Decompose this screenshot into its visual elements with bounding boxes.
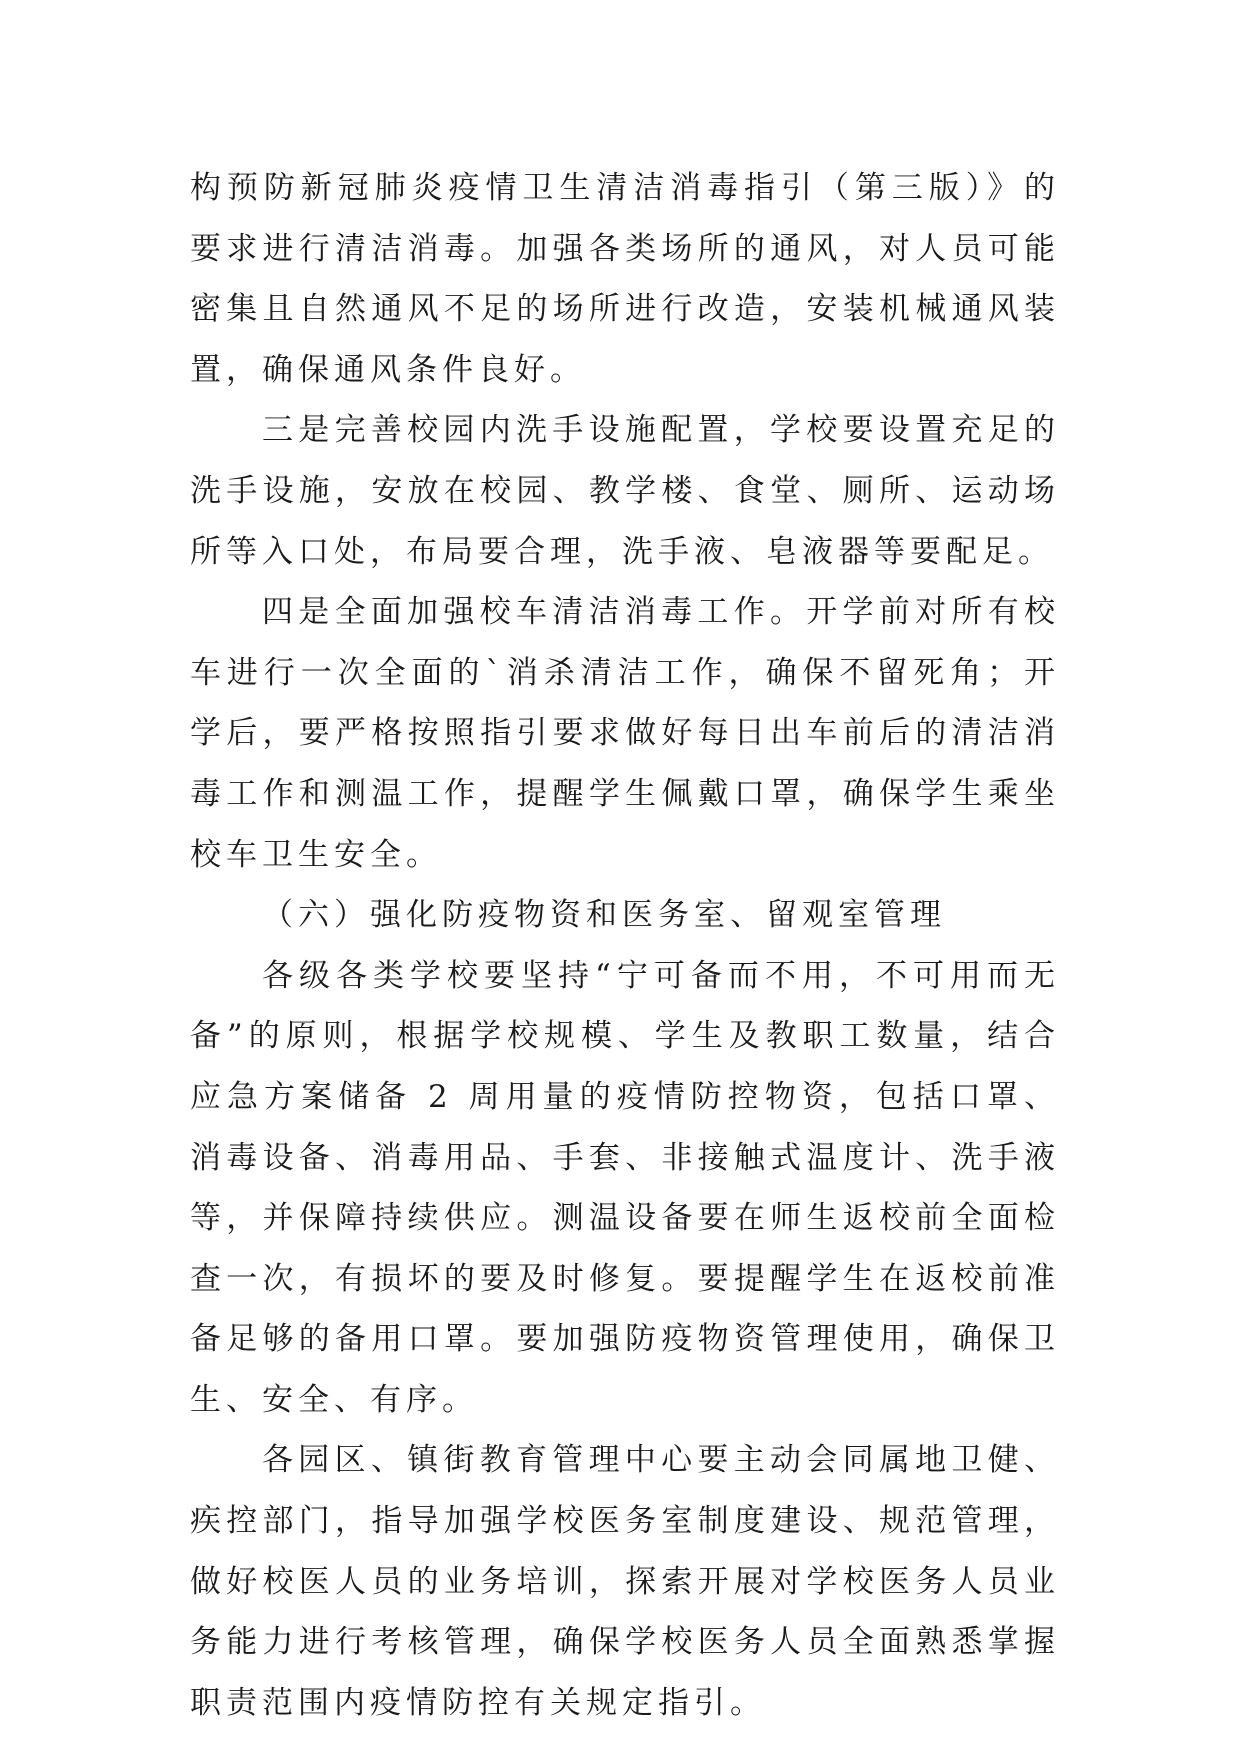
text-line: 进行清洁消毒。加强各类场所的通风，对人员可能密集且自	[190, 230, 1061, 328]
document-page	[190, 158, 1060, 1733]
text-line: 然通风不足的场所进行改造，安装机械通风装置，确保通风	[190, 291, 1061, 388]
text-line: 储备 2 周用量的疫情防控物资，包括口罩、消毒设备、消毒	[190, 1078, 1061, 1176]
heading-text: （六）强化防疫物资和医务室、留观室管理	[262, 897, 946, 934]
text-line: 构预防新冠肺炎疫情卫生清洁消毒指引（第三版）》的要求	[190, 170, 1060, 267]
paragraph-supplies	[190, 946, 1060, 1431]
paragraph-continuation	[190, 158, 1060, 400]
text-line: 三是完善校园内洗手设施配置，学校要设置充足的洗手	[190, 412, 1060, 509]
text-line: 人员的业务培训，探索开展对学校医务人员业务能力进行考	[190, 1563, 1061, 1661]
text-line: 处，布局要合理，洗手液、皂液器等要配足。	[334, 533, 1054, 570]
text-line: 部门，指导加强学校医务室制度建设、规范管理，做好校医	[190, 1503, 1061, 1600]
text-line: 用品、手套、非接触式温度计、洗手液等，并保障持续供应。	[190, 1139, 1061, 1237]
text-line: 物资管理使用，确保卫生、安全、有序。	[190, 1321, 1061, 1418]
text-line: 各园区、镇街教育管理中心要主动会同属地卫健、疾控	[190, 1442, 1060, 1540]
text-line: 行一次全面的`消杀清洁工作，确保不留死角；开学后，要	[190, 654, 1061, 752]
paragraph-school-bus	[190, 582, 1060, 885]
text-line: 测温设备要在师生返校前全面检查一次，有损坏的要及时修	[190, 1200, 1060, 1297]
text-line: 复。要提醒学生在返校前准备足够的备用口罩。要加强防疫	[190, 1260, 1061, 1358]
text-line: 核管理，确保学校医务人员全面熟悉掌握职责范围内疫情防	[190, 1624, 1061, 1721]
paragraph-handwashing	[190, 400, 1060, 582]
text-line: 设施，安放在校园、教学楼、食堂、厕所、运动场所等入口	[190, 472, 1061, 570]
text-line: 条件良好。	[406, 351, 586, 388]
text-line: 控有关规定指引。	[478, 1684, 766, 1721]
section-heading	[190, 885, 1060, 946]
text-line: 各级各类学校要坚持“宁可备而不用，不可用而无备”	[190, 957, 1060, 1055]
text-line: 的原则，根据学校规模、学生及教职工数量，结合应急方案	[190, 1018, 1061, 1115]
text-line: 严格按照指引要求做好每日出车前后的清洁消毒工作和测	[190, 715, 1061, 812]
paragraph-medical-room	[190, 1430, 1060, 1733]
text-line: 四是全面加强校车清洁消毒工作。开学前对所有校车进	[190, 594, 1060, 691]
text-line: 温工作，提醒学生佩戴口罩，确保学生乘坐校车卫生安全。	[190, 775, 1061, 873]
